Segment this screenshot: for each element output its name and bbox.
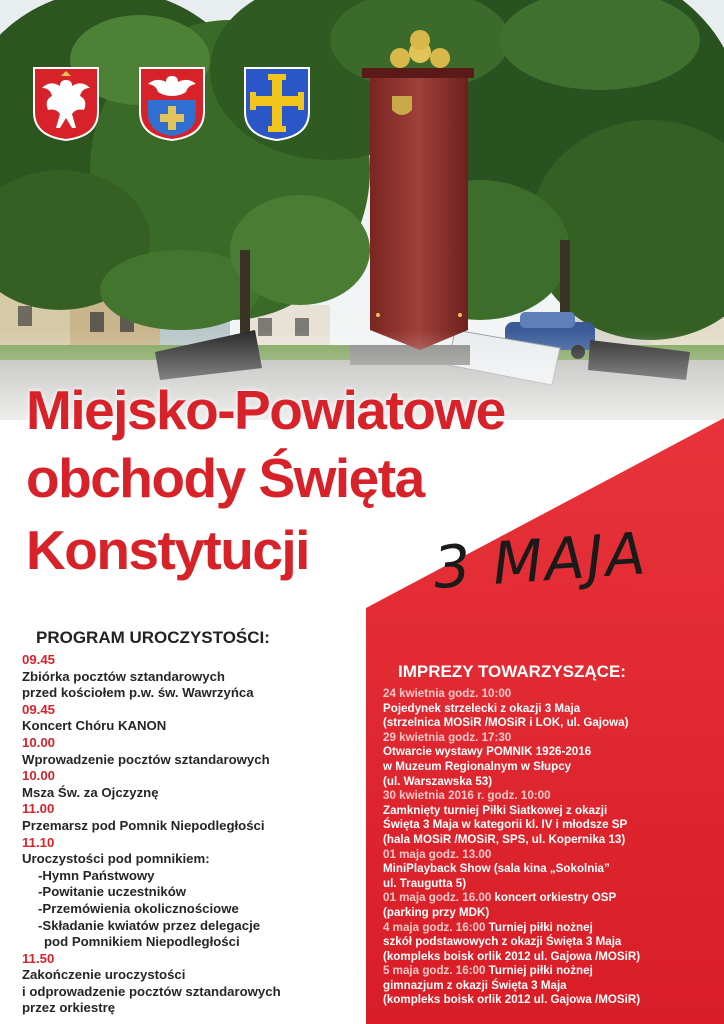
event-date: 30 kwietnia 2016 r. godz. 10:00: [383, 789, 551, 803]
event-date: 29 kwietnia godz. 17:30: [383, 730, 512, 744]
title-handwritten-date: 3 MAJA: [431, 519, 650, 602]
program-subitem: -Hymn Państwowy: [38, 867, 155, 883]
event-text: (kompleks boisk orlik 2012 ul. Gajowa /MOSiR): [383, 949, 641, 963]
program-text: przez orkiestrę: [22, 1000, 116, 1016]
program-text: Przemarsz pod Pomnik Niepodległości: [22, 817, 265, 833]
program-time: 10.00: [22, 768, 56, 784]
program-text: Wprowadzenie pocztów sztandarowych: [22, 751, 270, 767]
program-list: [22, 652, 352, 1017]
event-text: MiniPlayback Show (sala kina „Sokolnia”: [383, 862, 610, 876]
event-text: (parking przy MDK): [383, 905, 490, 919]
poland-eagle-icon: [32, 66, 100, 142]
event-line: [383, 921, 719, 936]
event-text: (strzelnica MOSiR /MOSiR i LOK, ul. Gajowa): [383, 716, 629, 730]
event-line: [383, 964, 719, 979]
program-subitem: -Przemówienia okolicznościowe: [38, 900, 239, 916]
program-text: Msza Św. za Ojczyznę: [22, 784, 159, 800]
event-text: Turniej piłki nożnej: [485, 964, 593, 978]
event-text: Święta 3 Maja w kategorii kl. IV i młodsze SP: [383, 818, 628, 832]
event-text: koncert orkiestry OSP: [491, 891, 617, 905]
program-text: przed kościołem p.w. św. Wawrzyńca: [22, 685, 254, 701]
event-date: 4 maja godz. 16:00: [383, 920, 486, 934]
town-cross-icon: [243, 66, 311, 142]
title-line-3: Konstytucji: [26, 519, 309, 581]
event-text: w Muzeum Regionalnym w Słupcy: [383, 759, 572, 773]
program-subitem: -Powitanie uczestników: [38, 884, 187, 900]
event-text: ul. Traugutta 5): [383, 876, 467, 890]
event-date: 5 maja godz. 16:00: [383, 964, 486, 978]
program-subitem: -Składanie kwiatów przez delegacje: [38, 917, 261, 933]
event-text: (kompleks boisk orlik 2012 ul. Gajowa /MOSiR): [383, 993, 641, 1007]
events-heading: IMPREZY TOWARZYSZĄCE:: [398, 662, 626, 681]
program-text: Zakończenie uroczystości: [22, 967, 186, 983]
event-text: (hala MOSiR /MOSiR, SPS, ul. Kopernika 13): [383, 832, 626, 846]
event-text: (ul. Warszawska 53): [383, 774, 493, 788]
event-date: 24 kwietnia godz. 10:00: [383, 687, 512, 700]
program-time: 09.45: [22, 701, 56, 717]
program-text: Koncert Chóru KANON: [22, 718, 167, 734]
event-text: Turniej piłki nożnej: [485, 920, 593, 934]
program-time: 11.50: [22, 950, 55, 966]
county-eagle-icon: [138, 66, 206, 142]
program-text: Zbiórka pocztów sztandarowych: [22, 668, 225, 684]
title-line-2: obchody Święta: [26, 447, 424, 509]
event-date: 01 maja godz. 16.00: [383, 891, 492, 905]
event-text: szkół podstawowych z okazji Święta 3 Maja: [383, 935, 622, 949]
event-text: Pojedynek strzelecki z okazji 3 Maja: [383, 701, 581, 715]
program-heading: PROGRAM UROCZYSTOŚCI:: [36, 628, 270, 647]
event-text: Otwarcie wystawy POMNIK 1926-2016: [383, 745, 592, 759]
event-date: 01 maja godz. 13.00: [383, 847, 492, 861]
event-line: [383, 891, 719, 906]
event-text: gimnazjum z okazji Święta 3 Maja: [383, 978, 567, 992]
program-text: Uroczystości pod pomnikiem:: [22, 851, 210, 867]
program-subitem: pod Pomnikiem Niepodległości: [44, 934, 240, 950]
program-time: 11.00: [22, 801, 55, 817]
program-time: 10.00: [22, 734, 56, 750]
program-time: 11.10: [22, 834, 55, 850]
program-text: i odprowadzenie pocztów sztandarowych: [22, 983, 281, 999]
event-text: Zamknięty turniej Piłki Siatkowej z okazji: [383, 803, 608, 817]
events-list: [383, 687, 719, 1008]
program-time: 09.45: [22, 652, 56, 667]
title-line-1: Miejsko-Powiatowe: [26, 379, 505, 441]
